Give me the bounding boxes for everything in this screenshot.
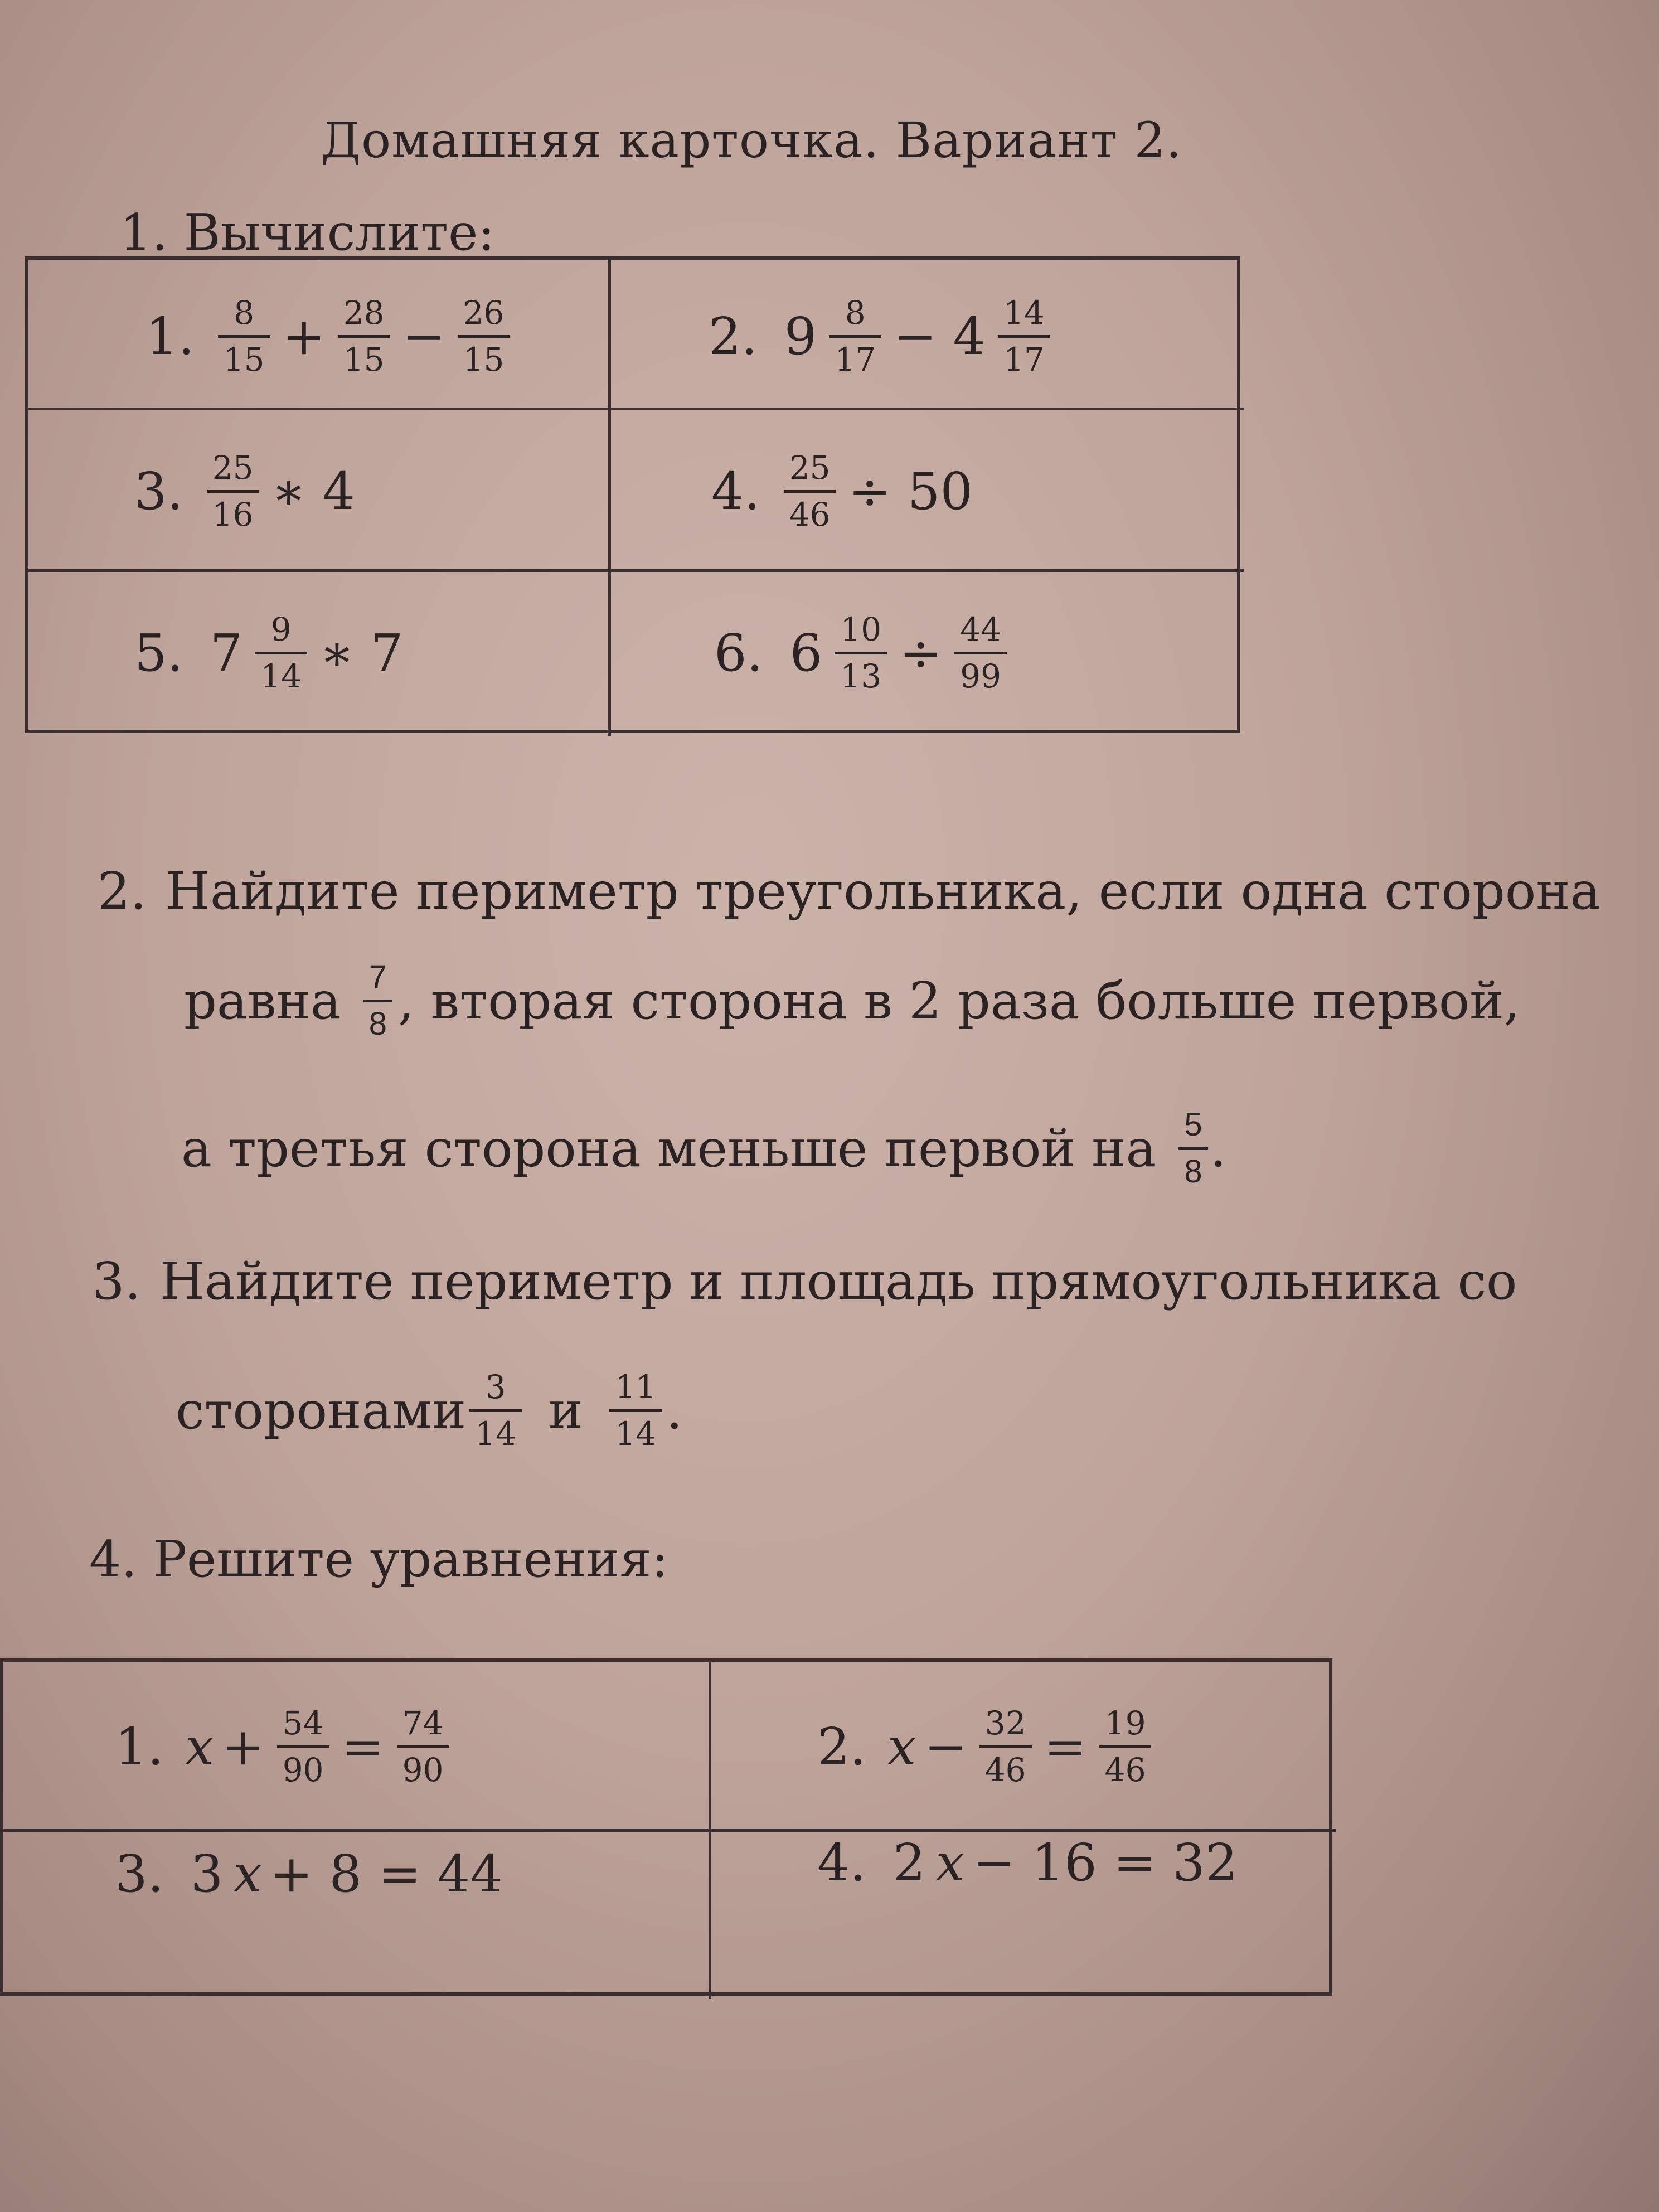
task1-table [25,256,1240,733]
fraction-denominator: 13 [835,652,887,695]
fraction-denominator: 8 [363,1000,392,1043]
task2-text: Найдите периметр треугольника, если одна сторона [165,861,1601,921]
task4-cell [115,1835,511,1913]
math-text: − [924,1717,967,1777]
task4-table [0,1658,1332,1996]
item-number: 4. [817,1832,866,1893]
table-divider [28,569,1244,572]
math-text: 7 [210,623,243,683]
math-text: − 4 [894,307,986,366]
table-divider [608,260,611,736]
fraction-numerator: 54 [282,1704,324,1743]
fraction [609,1369,662,1452]
math-text: + [221,1717,265,1777]
fraction [835,611,887,695]
task3-text: сторонами [176,1380,467,1440]
fraction-denominator: 8 [1178,1147,1207,1191]
fraction-denominator: 46 [1099,1745,1152,1789]
task1-cell [134,578,411,728]
fraction-denominator: 15 [218,335,270,379]
fraction-numerator: 11 [615,1368,657,1406]
fraction-numerator: 28 [343,294,385,332]
item-number: 5. [134,623,183,683]
fraction [1099,1705,1152,1788]
task2-text: , вторая сторона в 2 раза больше первой, [397,971,1520,1031]
fraction [255,611,307,695]
fraction [979,1705,1032,1788]
fraction [1178,1107,1207,1190]
task1-cell [145,268,514,405]
math-text: 2 [892,1832,926,1893]
fraction [338,294,390,378]
fraction [469,1369,522,1452]
fraction-denominator: 15 [458,335,510,379]
task2-number: 2. [98,861,147,921]
fraction-denominator: 17 [829,335,881,379]
fraction [218,294,270,378]
fraction [277,1705,329,1788]
item-number: 6. [714,623,763,683]
math-text: 3 [190,1844,224,1904]
item-number: 2. [709,307,758,366]
fraction [363,959,392,1042]
fraction-denominator: 90 [277,1745,329,1789]
fraction [397,1705,449,1788]
task4-cell [115,1667,453,1826]
fraction-numerator: 25 [212,448,254,487]
item-number: 1. [115,1717,164,1777]
task4-cell [817,1667,1156,1826]
task2-text: . [1210,1118,1226,1178]
fraction-numerator: 8 [234,294,255,332]
fraction-denominator: 14 [255,652,307,695]
item-number: 3. [134,461,183,521]
table-divider [28,408,1244,410]
fraction [998,294,1050,378]
fraction-numerator: 9 [270,610,292,648]
item-number: 3. [115,1844,164,1904]
fraction [829,294,881,378]
page-title: Домашняя карточка. Вариант 2. [321,111,1182,169]
fraction [784,449,836,533]
fraction-denominator: 15 [338,335,390,379]
math-text: ∗ 4 [271,461,355,521]
task2-text: а третья сторона меньше первой на [181,1118,1157,1178]
fraction-numerator: 26 [463,294,505,332]
item-number: 2. [817,1717,866,1777]
fraction-numerator: 8 [845,294,866,332]
variable: x [233,1844,263,1904]
task4-heading: 4. Решите уравнения: [89,1530,668,1589]
item-number: 4. [711,461,760,521]
task1-cell [709,268,1055,405]
task2-text: равна [184,971,341,1031]
item-number: 1. [145,307,195,366]
fraction-numerator: 14 [1003,294,1045,332]
task1-heading: 1. Вычислите: [120,203,495,262]
fraction-denominator: 14 [469,1409,522,1453]
task3-text: и [548,1380,583,1440]
task2-line3 [181,1107,1226,1190]
task1-cell [714,578,1011,728]
fraction-numerator: 44 [960,610,1002,648]
fraction-numerator: 19 [1104,1704,1146,1743]
math-text: − 16 = 32 [972,1832,1238,1893]
fraction-denominator: 14 [609,1409,662,1453]
variable: x [887,1717,916,1777]
fraction-numerator: 25 [789,448,831,487]
task3-line1 [92,1251,1517,1311]
math-text: ÷ [899,623,943,683]
fraction-numerator: 74 [402,1704,444,1743]
math-text: − [402,307,445,366]
fraction-denominator: 99 [954,652,1007,695]
fraction-denominator: 46 [784,490,836,533]
fraction-numerator: 10 [840,610,882,648]
fraction [954,611,1007,695]
fraction-denominator: 16 [207,490,259,533]
math-text: 9 [784,307,817,366]
fraction-numerator: 32 [984,1704,1026,1743]
task2-line2 [184,959,1520,1042]
fraction-denominator: 46 [979,1745,1032,1789]
variable: x [185,1717,214,1777]
math-text: ∗ 7 [319,623,404,683]
fraction-denominator: 90 [397,1745,449,1789]
task3-number: 3. [92,1251,141,1311]
math-text: + [282,307,326,366]
task4-cell [817,1823,1245,1901]
task1-cell [711,419,981,564]
math-text: 6 [789,623,823,683]
task3-line2 [176,1369,682,1452]
fraction-numerator: 5 [1184,1107,1202,1143]
fraction-denominator: 17 [998,335,1050,379]
math-text: = [341,1717,385,1777]
task3-text: . [666,1380,683,1440]
task1-cell [134,419,363,564]
math-text: ÷ 50 [848,461,973,521]
fraction [458,294,510,378]
fraction-numerator: 7 [368,959,387,995]
math-text: = [1044,1717,1087,1777]
task2-line1 [98,861,1600,921]
task3-text: Найдите периметр и площадь прямоугольника со [159,1251,1517,1311]
fraction-numerator: 3 [485,1368,506,1406]
variable: x [935,1832,965,1893]
fraction [207,449,259,533]
math-text: + 8 = 44 [270,1844,503,1904]
